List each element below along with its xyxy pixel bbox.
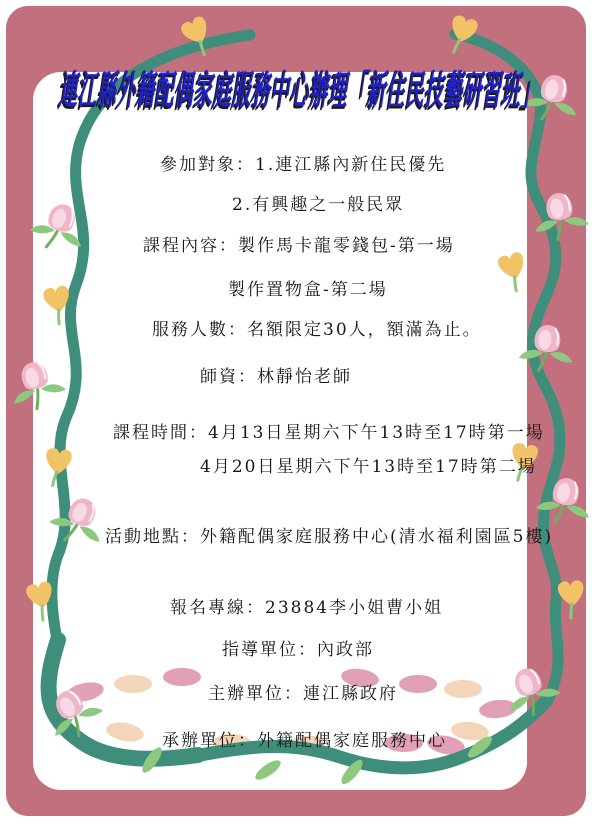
line-participants-2: 2.有興趣之一般民眾 <box>232 195 405 215</box>
line-schedule-2: 4月20日星期六下午13時至17時第二場 <box>200 457 537 477</box>
line-course-content-2: 製作置物盒-第二場 <box>228 280 388 300</box>
line-registration-hotline: 報名專線：23884李小姐曹小姐 <box>170 598 444 618</box>
line-advisor-unit: 指導單位：內政部 <box>222 640 374 660</box>
line-instructor: 師資：林靜怡老師 <box>200 367 352 387</box>
line-venue: 活動地點：外籍配偶家庭服務中心(清水福利園區5樓) <box>105 527 554 547</box>
line-capacity: 服務人數：名額限定30人，額滿為止。 <box>152 320 482 340</box>
line-executor-unit: 承辦單位：外籍配偶家庭服務中心 <box>162 731 447 751</box>
line-organizer-unit: 主辦單位：連江縣政府 <box>208 684 398 704</box>
poster-title: 連江縣外籍配偶家庭服務中心辦理「新住民技藝研習班」 <box>58 67 541 115</box>
line-participants: 參加對象：1.連江縣內新住民優先 <box>160 155 447 175</box>
line-course-content: 課程內容：製作馬卡龍零錢包-第一場 <box>143 236 455 256</box>
line-schedule-1: 課程時間：4月13日星期六下午13時至17時第一場 <box>113 423 545 443</box>
